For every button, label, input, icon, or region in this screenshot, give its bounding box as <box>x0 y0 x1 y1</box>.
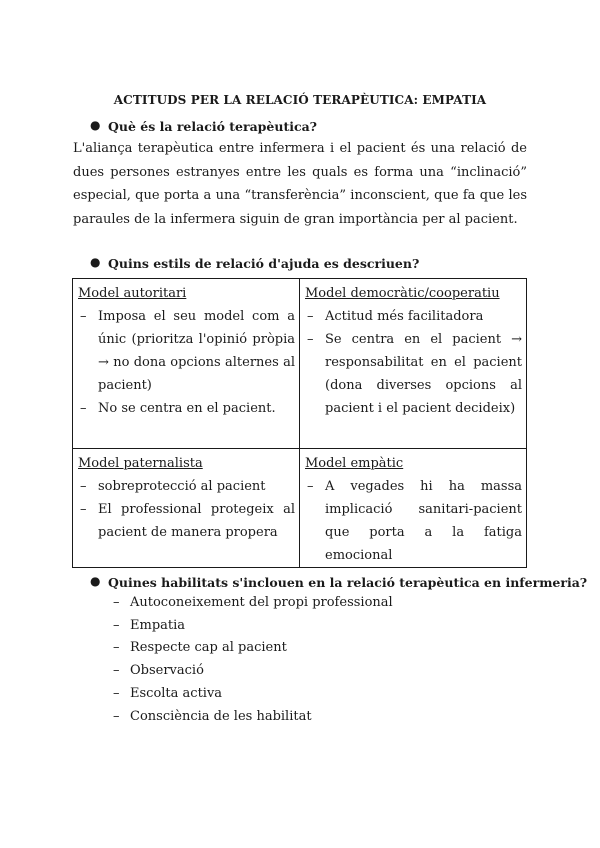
question-text: Quines habilitats s'inclouen en la relació terapèutica en infermeria? <box>108 575 588 590</box>
model-item: – A vegades hi ha massa implicació sanitari-pacient que porta a la fatiga emocional <box>305 475 522 567</box>
model-item: – Se centra en el pacient → responsabilitat en el pacient (dona diverses opcions al pacient i el pacient decideix) <box>305 328 522 420</box>
relationship-models-table <box>72 278 527 568</box>
skills-list <box>113 592 393 728</box>
question-text: Què és la relació terapèutica? <box>108 119 318 134</box>
definition-paragraph: L'aliança terapèutica entre infermera i el pacient és una relació de dues persones estranyes entre les quals es forma una “inclinació” especial, que porta a una “transferència” inconscient, que fa que les paraules de la infermera siguin de gran importància per al pacient. <box>73 141 527 227</box>
model-title: Model paternalista <box>78 456 203 471</box>
model-item: – sobreprotecció al pacient <box>78 475 295 498</box>
skill-item: – Observació <box>113 660 393 683</box>
question-text: Quins estils de relació d'ajuda es descriuen? <box>108 256 420 271</box>
document-title: ACTITUDS PER LA RELACIÓ TERAPÈUTICA: EMPATIA <box>113 93 487 107</box>
model-item: – No se centra en el pacient. <box>78 397 295 420</box>
model-title: Model empàtic <box>305 456 404 471</box>
skill-item: – Autoconeixement del propi professional <box>113 592 393 615</box>
model-title: Model democràtic/cooperatiu <box>305 286 500 301</box>
bullet-icon: ● <box>90 574 101 588</box>
model-cell-democratic <box>300 279 527 449</box>
model-item: – El professional protegeix al pacient de manera propera <box>78 498 295 544</box>
skill-item: – Empatia <box>113 615 393 638</box>
bullet-icon: ● <box>90 255 101 269</box>
model-title: Model autoritari <box>78 286 187 301</box>
skill-item: – Consciència de les habilitat <box>113 706 393 729</box>
model-item: – Imposa el seu model com a únic (prioritza l'opinió pròpia → no dona opcions alternes al pacient) <box>78 305 295 397</box>
skill-item: – Respecte cap al pacient <box>113 637 393 660</box>
model-cell-empatic <box>300 449 527 568</box>
model-cell-paternalista <box>73 449 300 568</box>
model-item: – Actitud més facilitadora <box>305 305 522 328</box>
model-cell-autoritari <box>73 279 300 449</box>
bullet-icon: ● <box>90 118 101 132</box>
skill-item: – Escolta activa <box>113 683 393 706</box>
